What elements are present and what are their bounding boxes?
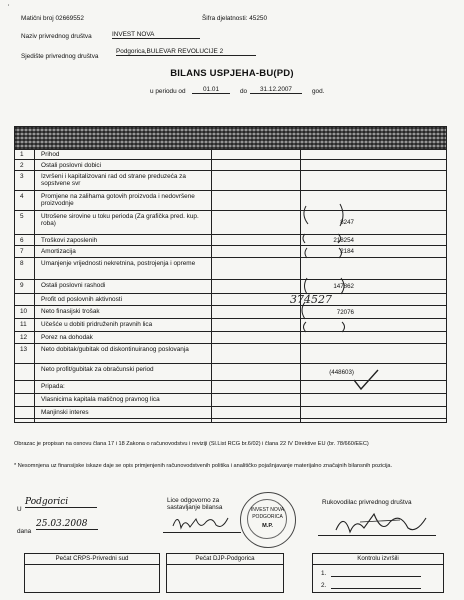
table-row [15, 364, 446, 381]
date-label: dana [17, 528, 32, 535]
legal-text: Obrazac je propisan na osnovu člana 17 i 18 Zakona o računovodstvu i reviziji (Sl.List RCG br.6/02) i člana 22 IV Direktive EU (br. 78/660/EEC) [14, 441, 369, 447]
row-number: 10 [20, 308, 28, 315]
table-row [15, 381, 446, 394]
company-seal [240, 492, 296, 548]
control-line-1-label: 1. [321, 570, 327, 577]
row-label: Učešće u dobiti pridruženih pravnih lica [41, 321, 153, 328]
table-row [15, 246, 446, 258]
row-label: Izvršeni i kapitalizovani rad od strane preduzeća za sopstvene svr [41, 173, 186, 188]
responsible-person-label: Lice odgovorno za sastavljanje bilansa [167, 497, 223, 512]
naziv-label: Naziv privrednog društva [21, 33, 92, 40]
control-box [312, 553, 444, 593]
row-label: Ostali poslovni rashodi [41, 282, 106, 289]
sjediste-value: Podgorica,BULEVAR REVOLUCIJE 2 [116, 48, 256, 56]
row-number: 7 [20, 248, 24, 255]
control-caption: Kontrolu izvršili [313, 554, 443, 565]
form-mark: ’ [8, 4, 10, 11]
row-number: 8 [20, 260, 24, 267]
naziv-value: INVEST NOVA [112, 31, 200, 39]
control-line-2-label: 2. [321, 582, 327, 589]
seal-mp: M.P. [262, 523, 273, 529]
signature-icon [170, 510, 232, 534]
table-row [15, 191, 446, 211]
dup-stamp-caption: Pečat DJP-Podgorica [167, 554, 283, 565]
place-label: U [17, 506, 22, 513]
table-row [15, 332, 446, 344]
row-value: 72076 [336, 308, 354, 316]
place-value: Podgorici [25, 497, 97, 508]
table-row [15, 407, 446, 419]
row-number: 4 [20, 193, 24, 200]
handwritten-note: 374527 [290, 293, 332, 306]
sjediste-label: Sjedište privrednog društva [21, 53, 99, 60]
row-label: Pripada: [41, 383, 65, 390]
footnote-text: * Nesomnjena uz finansijske iskaze daje se opis primjenjenih računovodstvenih politika i analitičko pojašnjavanje materijalno značajnih bilansnih pozicija. [14, 463, 393, 469]
row-number: 11 [20, 321, 27, 328]
maticni-value: 02669552 [55, 15, 84, 22]
table-header-band [15, 127, 446, 150]
row-label: Promjene na zalihama gotovih proizvoda i nedovršene proizvodnje [41, 193, 195, 208]
sifra-djelatnosti [202, 15, 267, 22]
row-number: 2 [20, 162, 24, 169]
control-line-2 [331, 588, 421, 589]
row-number: 1 [20, 151, 24, 158]
row-label: Neto dobitak/gubitak od diskontinuiranog poslovanja [41, 346, 189, 353]
row-label: Troškovi zaposlenih [41, 237, 98, 244]
row-number: 3 [20, 173, 24, 180]
row-label: Ostali poslovni dobici [41, 162, 102, 169]
row-number: 9 [20, 282, 24, 289]
pen-marks [300, 190, 350, 420]
director-signature-icon [330, 508, 430, 538]
maticni-broj [21, 15, 84, 22]
row-number: 6 [20, 237, 24, 244]
table-row [15, 211, 446, 235]
date-value: 25.03.2008 [36, 519, 98, 530]
row-label: Porez na dohodak [41, 334, 93, 341]
table-row [15, 258, 446, 280]
table-row [15, 171, 446, 191]
row-number: 12 [20, 334, 28, 341]
table-row [15, 394, 446, 407]
crps-stamp-caption: Pečat CRPS-Privredni sud [25, 554, 159, 565]
row-label: Amortizacija [41, 248, 76, 255]
table-row [15, 160, 446, 171]
row-value: 147862 [333, 283, 354, 290]
row-label: Vlasnicima kapitala matičnog pravnog lica [41, 396, 160, 403]
crps-stamp-box [24, 553, 160, 593]
period-from: 01.01 [192, 86, 230, 94]
table-row [15, 344, 446, 364]
sifra-value: 45250 [249, 15, 268, 22]
page-title: BILANS USPJEHA-BU(PD) [170, 68, 294, 79]
director-label: Rukovodilac privrednog društva [322, 499, 412, 506]
row-label: Neto finasijski trošak [41, 308, 100, 315]
dup-stamp-box [166, 553, 284, 593]
table-row [15, 306, 446, 319]
row-number: 5 [20, 213, 24, 220]
row-label: Neto profit/gubitak za obračunski period [41, 366, 154, 373]
row-value: 8247 [340, 219, 354, 226]
row-label: Utrošene sirovine u toku perioda (Za grafička pred. kup. roba) [41, 213, 199, 228]
row-label: Umanjenje vrijednosti nekretnina, postrojenja i opreme [41, 260, 196, 267]
period-to: 31.12.2007 [250, 86, 302, 94]
row-number: 13 [20, 346, 28, 353]
period-suffix: god. [312, 88, 325, 95]
period-mid: do [240, 88, 248, 95]
row-label: Prihod [41, 151, 60, 158]
sifra-label: Šifra djelatnosti: [202, 15, 248, 22]
period-prefix: u periodu od [150, 88, 186, 95]
table-row [15, 235, 446, 246]
row-label: Manjinski interes [41, 409, 89, 416]
control-line-1 [331, 576, 421, 577]
row-value: (448603) [329, 368, 354, 376]
row-value: 2184 [340, 248, 354, 255]
row-label: Profit od poslovnih aktivnosti [41, 296, 122, 303]
check-mark-icon [352, 368, 380, 392]
seal-text: INVEST NOVA PODGORICA [250, 507, 285, 520]
table-row [15, 294, 446, 306]
table-row [15, 149, 446, 160]
maticni-label: Matični broj [21, 15, 54, 22]
table-row [15, 319, 446, 332]
table-row [15, 280, 446, 294]
income-statement-table [14, 126, 447, 423]
row-value: 218254 [333, 236, 354, 244]
